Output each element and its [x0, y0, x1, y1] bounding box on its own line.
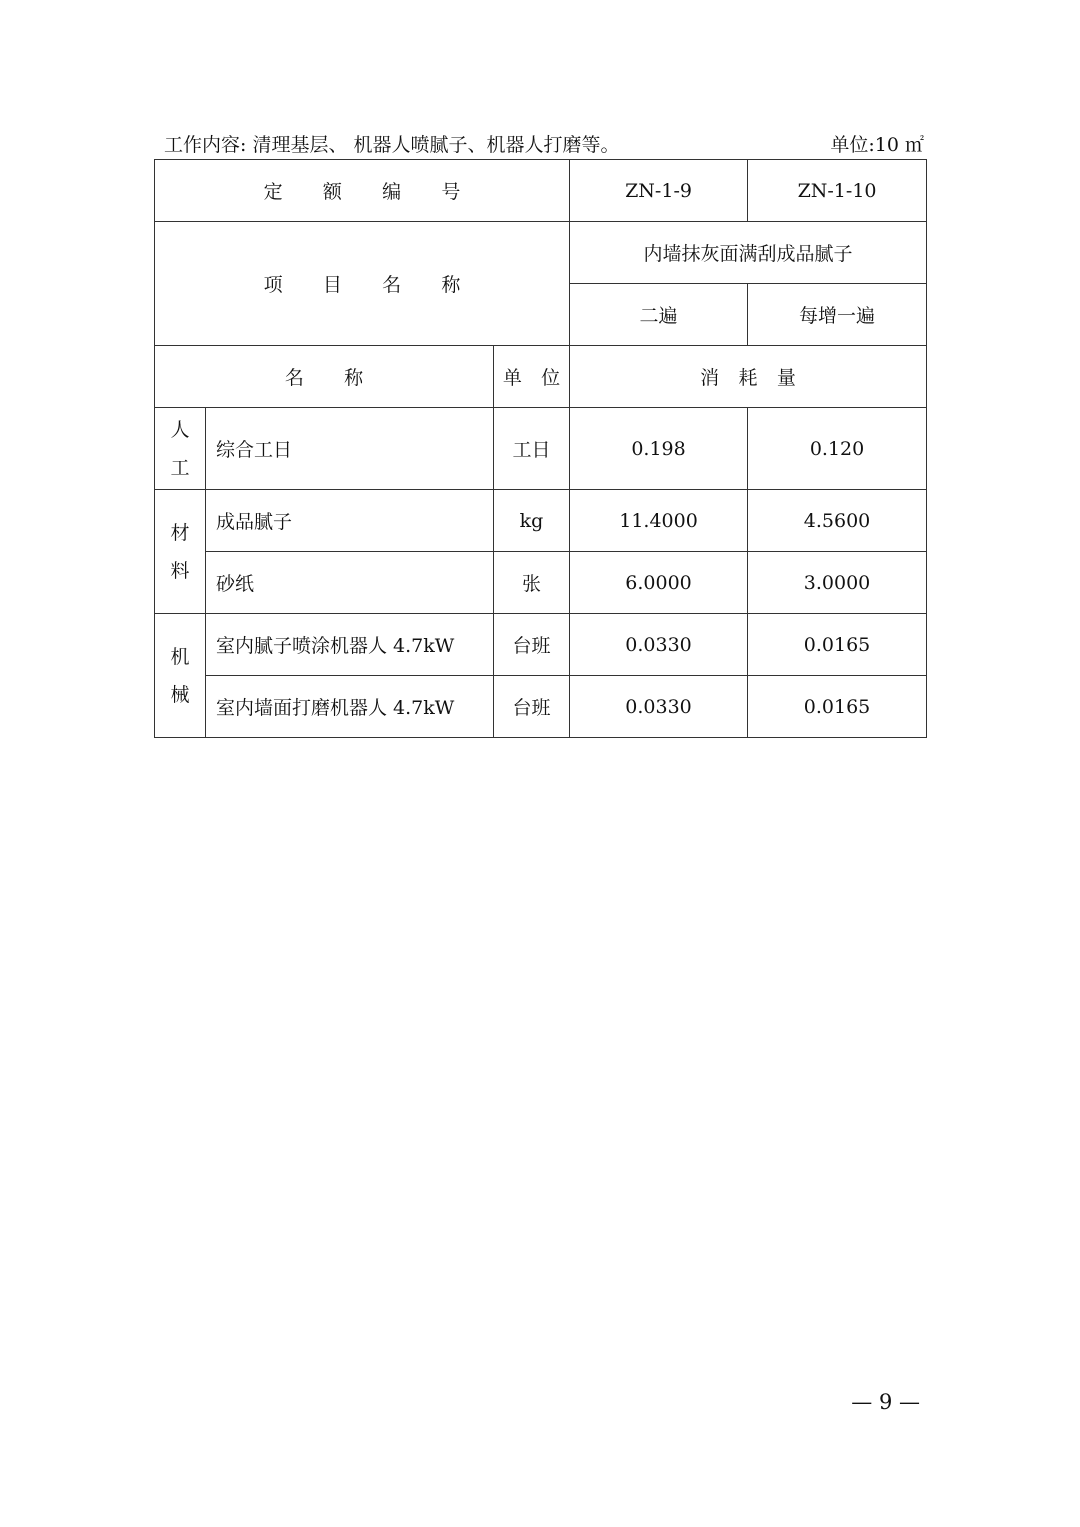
table-row	[155, 490, 927, 552]
work-content: 工作内容: 清理基层、 机器人喷腻子、机器人打磨等。	[164, 134, 620, 156]
item-name-row	[155, 222, 927, 284]
row-unit: kg	[494, 490, 570, 552]
row-name: 综合工日	[206, 408, 494, 490]
row-value-2: 0.0165	[748, 614, 927, 676]
quota-code-label: 定 额 编 号	[155, 160, 570, 222]
row-value-1: 6.0000	[570, 552, 748, 614]
item-group-name: 内墙抹灰面满刮成品腻子	[570, 222, 927, 284]
row-value-1: 0.0330	[570, 614, 748, 676]
sub-item-2: 每增一遍	[748, 284, 927, 346]
row-unit: 工日	[494, 408, 570, 490]
item-name-label: 项 目 名 称	[155, 222, 570, 346]
row-value-2: 3.0000	[748, 552, 927, 614]
row-name: 成品腻子	[206, 490, 494, 552]
row-value-2: 0.120	[748, 408, 927, 490]
column-header-row	[155, 346, 927, 408]
column-name-header: 名 称	[155, 346, 494, 408]
table-row	[155, 408, 927, 490]
table-row	[155, 614, 927, 676]
page-number: — 9 —	[851, 1390, 920, 1414]
column-consumption-header: 消 耗 量	[570, 346, 927, 408]
row-value-2: 4.5600	[748, 490, 927, 552]
sub-item-1: 二遍	[570, 284, 748, 346]
quota-code-2: ZN-1-10	[748, 160, 927, 222]
category-labor: 人工	[155, 408, 206, 490]
row-value-2: 0.0165	[748, 676, 927, 738]
quota-table	[154, 159, 927, 738]
row-unit: 张	[494, 552, 570, 614]
unit-label: 单位:10 ㎡	[830, 134, 924, 156]
row-name: 室内墙面打磨机器人 4.7kW	[206, 676, 494, 738]
table-row	[155, 676, 927, 738]
table-header-line	[164, 132, 924, 158]
row-value-1: 11.4000	[570, 490, 748, 552]
category-machinery: 机械	[155, 614, 206, 738]
quota-code-1: ZN-1-9	[570, 160, 748, 222]
row-name: 砂纸	[206, 552, 494, 614]
column-unit-header: 单 位	[494, 346, 570, 408]
row-value-1: 0.198	[570, 408, 748, 490]
table-row	[155, 552, 927, 614]
row-unit: 台班	[494, 614, 570, 676]
category-material: 材料	[155, 490, 206, 614]
quota-code-row	[155, 160, 927, 222]
row-unit: 台班	[494, 676, 570, 738]
row-value-1: 0.0330	[570, 676, 748, 738]
row-name: 室内腻子喷涂机器人 4.7kW	[206, 614, 494, 676]
